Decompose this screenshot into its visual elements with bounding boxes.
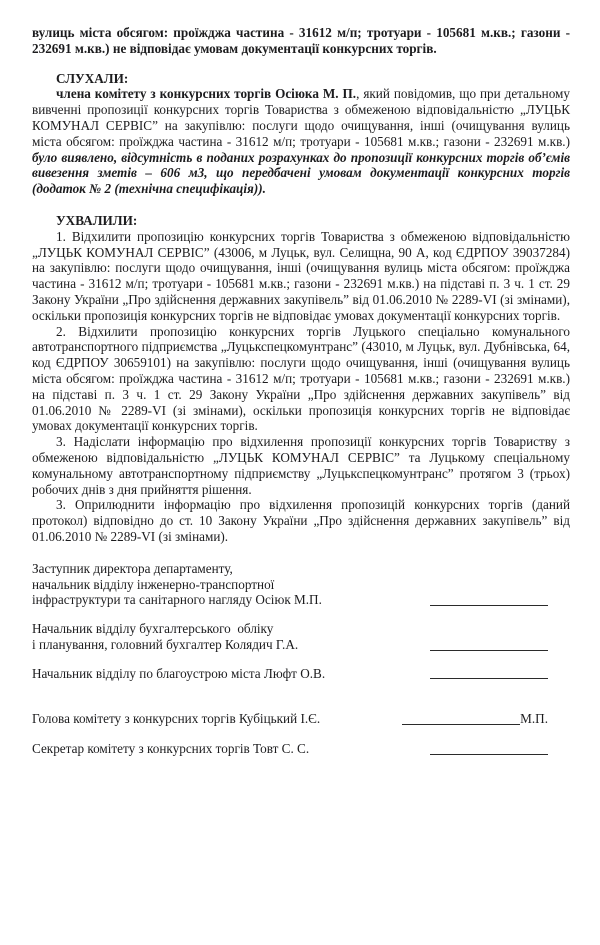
heard-heading: СЛУХАЛИ:: [56, 70, 129, 86]
signature-label-line: Начальник відділу по благоустрою міста Люфт О.В.: [32, 665, 326, 681]
signature-area: [402, 711, 570, 727]
signature-label-line: інфраструктури та санітарного нагляду Осіюк М.П.: [32, 592, 322, 608]
signature-row-chief-accountant: [32, 621, 570, 653]
signature-label: [32, 666, 325, 682]
seal-place-label: М.П.: [520, 711, 548, 727]
signature-label-line: начальник відділу інженерно-транспортної: [32, 576, 275, 592]
signature-area: [430, 650, 570, 653]
signature-row-committee-head: [32, 711, 570, 727]
signature-area: [430, 605, 570, 608]
signature-label: [32, 741, 309, 757]
resolved-item-4: 3. Оприлюднити інформацію про відхилення пропозицій конкурсних торгів (даний протокол) відповідно до ст. 10 Закону України „Про здійснення державних закупівель” від 01.06.2010 № 2289-VI (зі змінами).: [32, 497, 570, 544]
signature-label-line: Секретар комітету з конкурсних торгів Товт С. С.: [32, 741, 310, 757]
resolved-item-3: 3. Надіслати інформацію про відхилення пропозиції конкурсних торгів Товариству з обмеженою відповідальністю „ЛУЦЬК КОМУНАЛ СЕРВІС” та Луцькому спеціальному комунальному автотранспортному підприємству „Луцькспецкомунтранс” протягом 3 (трьох) робочих днів з дня прийняття рішення.: [32, 434, 570, 497]
resolved-item-2: 2. Відхилити пропозицію конкурсних торгів Луцького спеціально комунального автотранспортного підприємства „Луцькспецкомунтранс” (43010, м Луцьк, вул. Дубнівська, 64, код ЄДРПОУ 30659101) на закупівлю: послуги щодо очищування, інші (очищування вулиць міста обсягом: проїжджа частина - 31612 м/п; тротуари - 105681 м.кв.; газони - 232691 м.кв.) на підставі п. 3 ч. 1 ст. 29 Закону України „Про здійснення державних закупівель” від 01.06.2010 № 2289-VI (зі змінами), оскільки пропозиція конкурсних торгів не відповідає умовах документації конкурсних торгів.: [32, 323, 570, 434]
signature-label: [32, 711, 320, 727]
heard-finding-text: було виявлено, відсутність в поданих розрахунках до пропозиції конкурсних торгів об’ємів вивезення зметів – 606 м3, що передбачені умовам документації конкурсних торгів (додаток № 2 (технічна специфікація)).: [32, 149, 570, 197]
signature-row-improvement-head: [32, 666, 570, 682]
signature-label: [32, 621, 298, 653]
resolved-item-1: 1. Відхилити пропозицію конкурсних торгів Товариства з обмеженою відповідальністю „ЛУЦЬК КОМУНАЛ СЕРВІС” (43006, м Луцьк, вул. Селищна, 90 А, код ЄДРПОУ 39037284) на закупівлю: послуги щодо очищування, інші (очищування вулиць міста обсягом: проїжджа частина - 31612 м/п; тротуари - 105681 м.кв.; газони - 232691 м.кв.) на підставі п. 3 ч. 1 ст. 29 Закону України „Про здійснення державних закупівель” від 01.06.2010 № 2289-VI (зі змінами), оскільки пропозиція конкурсних торгів не відповідає умовах документації конкурсних торгів.: [32, 228, 570, 323]
signature-line: [430, 754, 548, 755]
signature-line: [430, 650, 548, 651]
signature-line: [430, 678, 548, 679]
heard-body-text: , який повідомив, що при детальному вивченні пропозиції конкурсних торгів Товариства з обмеженою відповідальністю „ЛУЦЬК КОМУНАЛ СЕРВІС” на закупівлю: послуги щодо очищування, інші (очищування вулиць міста обсягом: проїжджа частина - 31612 м/п; тротуари - 105681 м.кв.; газони - 232691 м.кв.): [32, 86, 570, 149]
signature-label-line: Начальник відділу бухгалтерського обліку: [32, 621, 274, 637]
intro-continuation-paragraph: вулиць міста обсягом: проїжджа частина - 31612 м/п; тротуари - 105681 м.кв.; газони - 232691 м.кв.) не відповідає умовам документації конкурсних торгів.: [32, 25, 570, 56]
signature-label-line: Заступник директора департаменту,: [32, 560, 233, 576]
signature-line: [430, 605, 548, 606]
signature-area: [430, 754, 570, 757]
signature-label-line: Голова комітету з конкурсних торгів Кубіцький І.Є.: [32, 711, 321, 727]
signature-label-line: і планування, головний бухгалтер Колядич Г.А.: [32, 636, 299, 652]
signature-block: [32, 561, 570, 757]
signature-row-committee-secretary: [32, 741, 570, 757]
heard-paragraph: [32, 86, 570, 197]
resolved-heading: УХВАЛИЛИ:: [56, 212, 138, 228]
signature-area: [430, 678, 570, 681]
signature-line: [402, 724, 520, 725]
heard-lead-text: члена комітету з конкурсних торгів Осіюка М. П.: [56, 86, 357, 102]
signature-label: [32, 561, 322, 608]
signature-row-deputy-director: [32, 561, 570, 608]
